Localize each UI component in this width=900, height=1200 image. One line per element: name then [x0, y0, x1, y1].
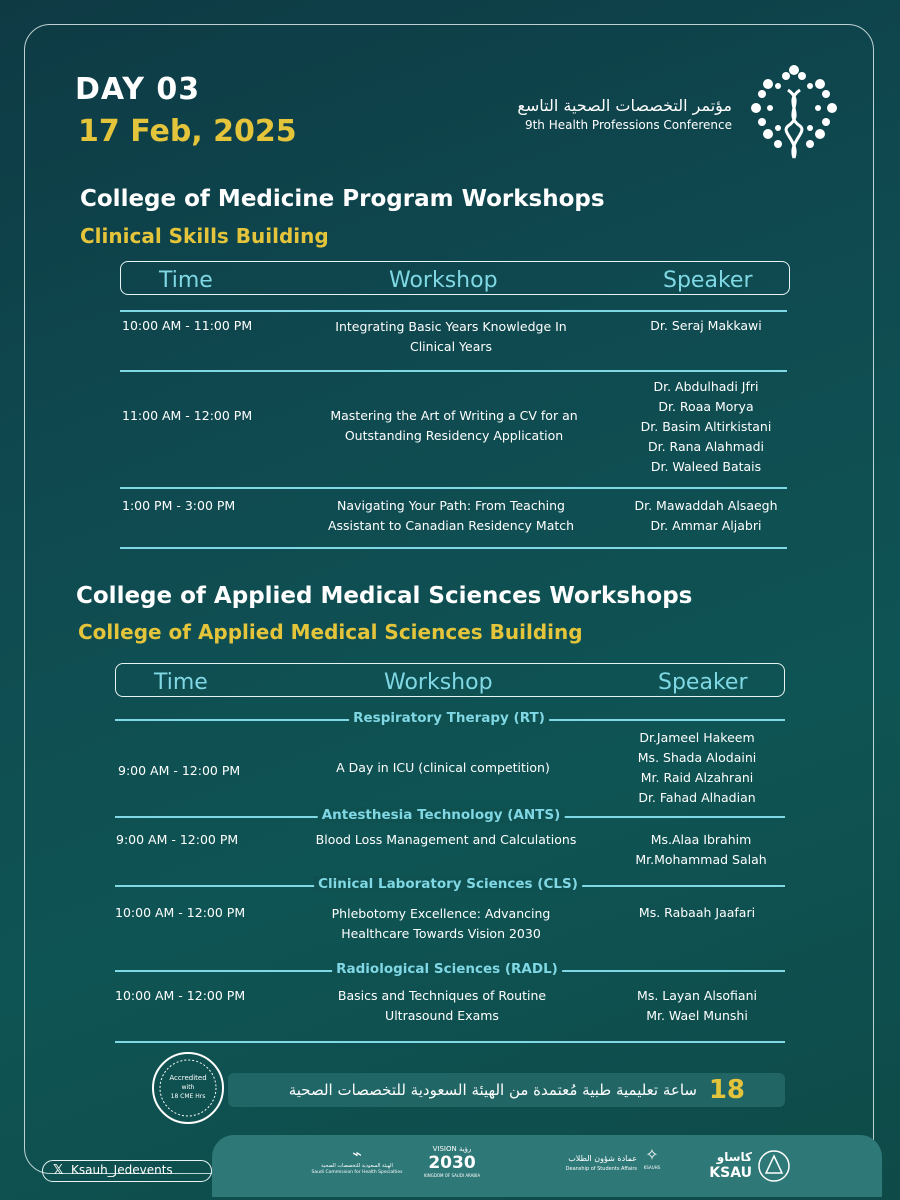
row-time: 9:00 AM - 12:00 PM	[118, 763, 241, 778]
section1-location: Clinical Skills Building	[80, 224, 329, 248]
cme-text: ساعة تعليمية طبية مُعتمدة من الهيئة السعودية للتخصصات الصحية	[288, 1081, 697, 1099]
row-divider	[120, 310, 787, 312]
row-time: 1:00 PM - 3:00 PM	[122, 498, 236, 513]
cme-hours: 18	[708, 1075, 745, 1105]
row-divider	[115, 1041, 785, 1043]
students-affairs-logo: عمادة شؤون الطلاب Deanship of Students Affairs	[565, 1154, 637, 1172]
row-time: 10:00 AM - 11:00 PM	[122, 318, 253, 333]
row-divider	[120, 487, 787, 489]
row-speakers: Ms.Alaa Ibrahim Mr.Mohammad Salah	[635, 832, 767, 867]
cme-banner	[228, 1073, 785, 1107]
row-divider	[120, 547, 787, 549]
row-time: 9:00 AM - 12:00 PM	[116, 832, 239, 847]
date-label: 17 Feb, 2025	[78, 114, 297, 149]
section2-table-header	[115, 663, 785, 697]
header-workshop: Workshop	[389, 268, 498, 293]
category-label: Respiratory Therapy (RT)	[349, 710, 549, 726]
row-speakers: Dr. Seraj Makkawi	[650, 318, 762, 333]
header-workshop: Workshop	[384, 670, 493, 695]
conference-logo-icon	[748, 62, 840, 164]
category-label: Antesthesia Technology (ANTS)	[318, 807, 565, 823]
vision2030-logo: VISION رؤية 2030 KINGDOM OF SAUDI ARABIA	[423, 1145, 481, 1178]
row-workshop: Blood Loss Management and Calculations	[315, 832, 577, 847]
header-speaker: Speaker	[658, 670, 748, 695]
row-workshop: Mastering the Art of Writing a CV for an Outstanding Residency Application	[330, 408, 578, 443]
row-time: 10:00 AM - 12:00 PM	[115, 905, 246, 920]
svg-text:Accredited: Accredited	[169, 1074, 207, 1082]
section1-table-header	[120, 261, 790, 295]
row-speakers: Ms. Layan Alsofiani Mr. Wael Munshi	[637, 988, 757, 1023]
category-label: Clinical Laboratory Sciences (CLS)	[314, 876, 582, 892]
day-label: DAY 03	[75, 72, 201, 107]
row-workshop: A Day in ICU (clinical competition)	[336, 760, 550, 775]
header-time: Time	[154, 670, 208, 695]
header-speaker: Speaker	[663, 268, 753, 293]
section2-title: College of Applied Medical Sciences Workshops	[76, 583, 693, 609]
row-time: 10:00 AM - 12:00 PM	[115, 988, 246, 1003]
row-workshop: Integrating Basic Years Knowledge In Clinical Years	[335, 319, 567, 354]
ksau-emblem-icon	[757, 1149, 791, 1183]
row-workshop: Phlebotomy Excellence: Advancing Healthcare Towards Vision 2030	[331, 906, 551, 941]
section2-location: College of Applied Medical Sciences Building	[78, 620, 583, 644]
social-handle[interactable]: 𝕏 Ksauh_Jedevents	[42, 1160, 212, 1182]
svg-text:18 CME Hrs: 18 CME Hrs	[170, 1093, 206, 1100]
category-label: Radiological Sciences (RADL)	[332, 961, 562, 977]
row-speakers: Dr.Jameel Hakeem Ms. Shada Alodaini Mr. Raid Alzahrani Dr. Fahad Alhadian	[637, 730, 757, 805]
row-speakers: Ms. Rabaah Jaafari	[638, 905, 756, 920]
row-time: 11:00 AM - 12:00 PM	[122, 408, 253, 423]
svg-text:with: with	[181, 1084, 195, 1091]
row-divider	[120, 370, 787, 372]
section1-title: College of Medicine Program Workshops	[80, 186, 605, 212]
footer-logos	[212, 1135, 882, 1197]
row-speakers: Dr. Mawaddah Alsaegh Dr. Ammar Aljabri	[634, 498, 778, 533]
x-logo-icon: 𝕏	[53, 1163, 64, 1178]
conference-title-ar: مؤتمر التخصصات الصحية التاسع	[517, 96, 732, 115]
row-workshop: Navigating Your Path: From Teaching Assistant to Canadian Residency Match	[327, 498, 575, 533]
header-time: Time	[159, 268, 213, 293]
row-workshop: Basics and Techniques of Routine Ultrasound Exams	[337, 988, 547, 1023]
conference-title-en: 9th Health Professions Conference	[524, 118, 732, 132]
scfhs-logo: ⌁ الهيئة السعودية للتخصصات الصحية Saudi Commission for Health Specialties	[311, 1144, 403, 1175]
accreditation-seal-icon	[150, 1050, 226, 1126]
ksau-logo: كاساو KSAU	[709, 1150, 752, 1181]
ksauhs-logo: ✧ KSAUHS	[643, 1145, 661, 1170]
row-speakers: Dr. Abdulhadi Jfri Dr. Roaa Morya Dr. Basim Altirkistani Dr. Rana Alahmadi Dr. Waleed Batais	[640, 379, 772, 474]
